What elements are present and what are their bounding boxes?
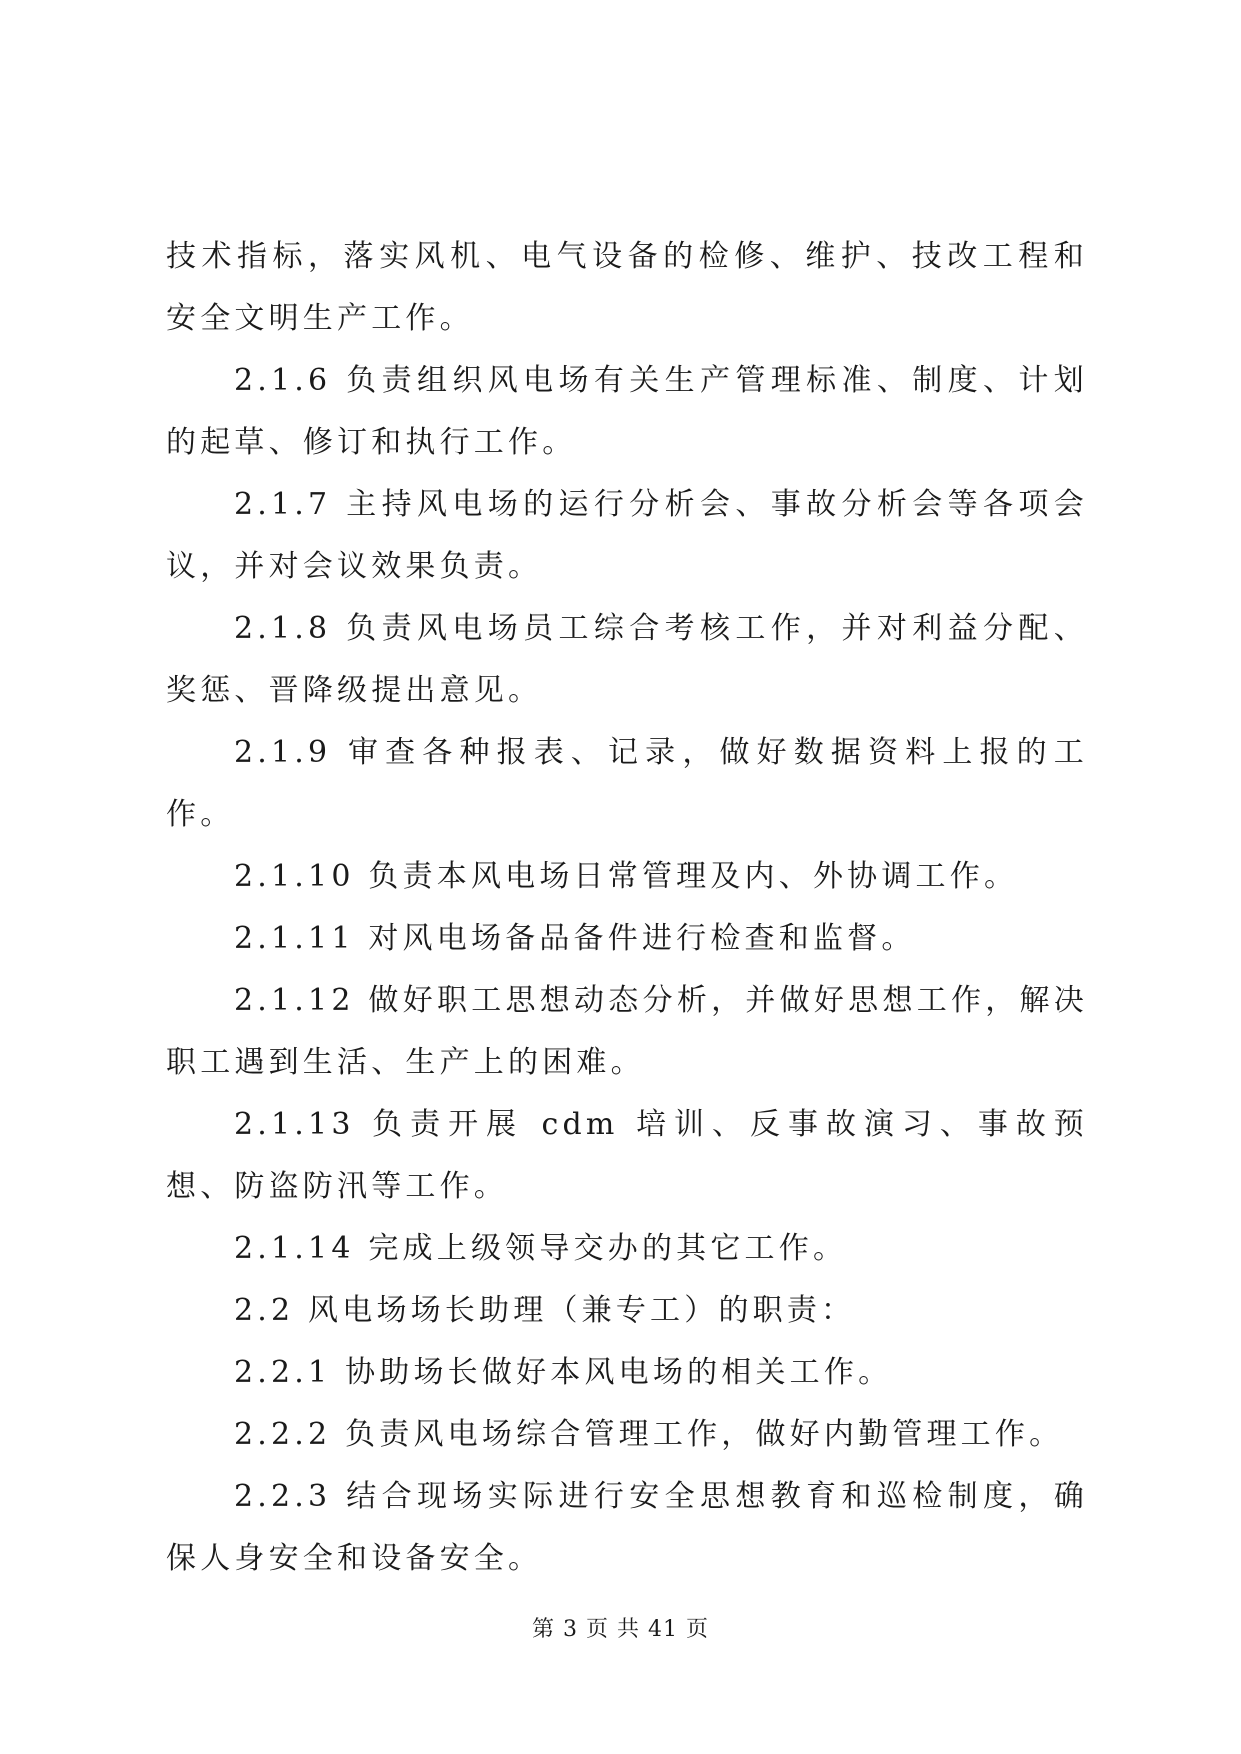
page-number-footer: 第 3 页 共 41 页 bbox=[532, 1617, 709, 1642]
paragraph-2-1-6: 2.1.6 负责组织风电场有关生产管理标准、制度、计划的起草、修订和执行工作。 bbox=[166, 363, 1088, 460]
paragraph-2-2-1: 2.2.1 协助场长做好本风电场的相关工作。 bbox=[234, 1355, 893, 1390]
paragraph-2-1-11: 2.1.11 对风电场备品备件进行检查和监督。 bbox=[234, 921, 916, 956]
paragraph-2-1-10: 2.1.10 负责本风电场日常管理及内、外协调工作。 bbox=[234, 859, 1019, 894]
paragraph-2-1-9: 2.1.9 审查各种报表、记录，做好数据资料上报的工作。 bbox=[166, 735, 1088, 832]
paragraph-2-1-14: 2.1.14 完成上级领导交办的其它工作。 bbox=[234, 1231, 848, 1266]
paragraph-2-1-12: 2.1.12 做好职工思想动态分析，并做好思想工作，解决职工遇到生活、生产上的困难。 bbox=[166, 983, 1088, 1080]
paragraph-2-2-3: 2.2.3 结合现场实际进行安全思想教育和巡检制度，确保人身安全和设备安全。 bbox=[166, 1479, 1088, 1576]
section-heading-2-2: 2.2 风电场场长助理（兼专工）的职责： bbox=[234, 1293, 856, 1328]
paragraph-1: 技术指标，落实风机、电气设备的检修、维护、技改工程和安全文明生产工作。 bbox=[166, 239, 1088, 336]
paragraph-2-2-2: 2.2.2 负责风电场综合管理工作，做好内勤管理工作。 bbox=[234, 1417, 1064, 1452]
paragraph-2-1-13: 2.1.13 负责开展 cdm 培训、反事故演习、事故预想、防盗防汛等工作。 bbox=[166, 1107, 1088, 1204]
paragraph-2-1-8: 2.1.8 负责风电场员工综合考核工作，并对利益分配、奖惩、晋降级提出意见。 bbox=[166, 611, 1088, 708]
document-body bbox=[166, 226, 1088, 1590]
paragraph-2-1-7: 2.1.7 主持风电场的运行分析会、事故分析会等各项会议，并对会议效果负责。 bbox=[166, 487, 1088, 584]
